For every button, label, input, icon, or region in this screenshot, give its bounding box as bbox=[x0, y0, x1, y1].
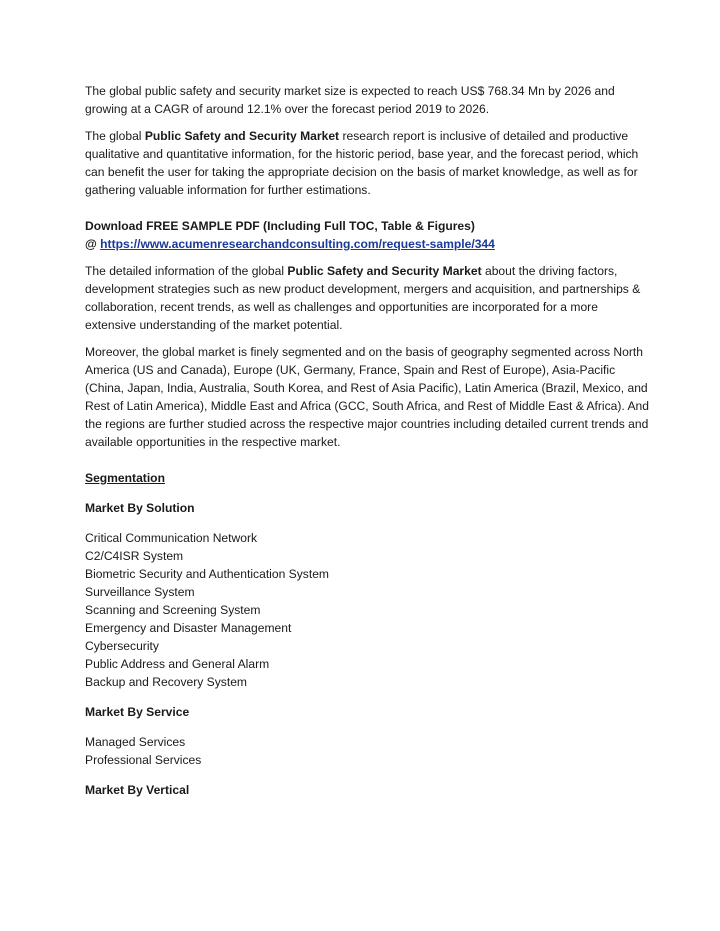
report-suffix: research report is inclusive of detailed and productive qualitative and quantitative information, for the historic period, base year, and the forecast period, which can benefit the user for taking the appropriate decision on the basis of market knowledge, as well as for gathering valuable information for further estimations. bbox=[85, 129, 639, 197]
list-item: Biometric Security and Authentication System bbox=[85, 567, 330, 581]
detailed-suffix: about the driving factors, development strategies such as new product development, mergers and acquisition, and partnerships & collaboration, recent trends, as well as challenges and opportunities are incorporated for a more extensive understanding of the market potential. bbox=[85, 264, 641, 332]
list-item: Emergency and Disaster Management bbox=[85, 621, 292, 635]
download-link-line bbox=[85, 235, 650, 253]
list-item: Scanning and Screening System bbox=[85, 603, 261, 617]
download-at: @ bbox=[85, 237, 101, 251]
list-item: Managed Services bbox=[85, 735, 186, 749]
intro-paragraph: The global public safety and security market size is expected to reach US$ 768.34 Mn by 2026 and growing at a CAGR of around 12.1% over the forecast period 2019 to 2026. bbox=[85, 84, 615, 116]
download-title: Download FREE SAMPLE PDF (Including Full TOC, Table & Figures) bbox=[85, 219, 475, 233]
report-market-name: Public Safety and Security Market bbox=[144, 129, 340, 143]
geography-paragraph: Moreover, the global market is finely segmented and on the basis of geography segmented across North America (US and Canada), Europe (UK, Germany, France, Spain and Rest of Europe), Asia-Pacific (China, Japan, India, Australia, South Korea, and Rest of Asia Pacific), Latin America (Brazil, Mexico, and Rest of Latin America), Middle East and Africa (GCC, South Africa, and Rest of Middle East & Africa). And the regions are further studied across the respective major countries including detailed current trends and available opportunities in the respective market. bbox=[85, 345, 649, 449]
solution-heading: Market By Solution bbox=[85, 501, 195, 515]
list-item: C2/C4ISR System bbox=[85, 549, 184, 563]
segmentation-heading: Segmentation bbox=[85, 471, 165, 485]
list-item: Professional Services bbox=[85, 753, 202, 767]
detailed-paragraph bbox=[85, 262, 650, 334]
list-item: Public Address and General Alarm bbox=[85, 657, 270, 671]
report-prefix: The global bbox=[85, 129, 145, 143]
service-heading: Market By Service bbox=[85, 705, 190, 719]
service-list bbox=[85, 733, 650, 769]
list-item: Backup and Recovery System bbox=[85, 675, 247, 689]
report-paragraph bbox=[85, 127, 650, 199]
list-item: Surveillance System bbox=[85, 585, 195, 599]
detailed-prefix: The detailed information of the global bbox=[85, 264, 288, 278]
list-item: Cybersecurity bbox=[85, 639, 159, 653]
solution-list bbox=[85, 529, 650, 691]
vertical-heading: Market By Vertical bbox=[85, 783, 190, 797]
sample-request-link[interactable]: https://www.acumenresearchandconsulting.com/request-sample/344 bbox=[100, 237, 495, 251]
list-item: Critical Communication Network bbox=[85, 531, 258, 545]
download-block bbox=[85, 217, 650, 253]
detailed-market-name: Public Safety and Security Market bbox=[287, 264, 482, 278]
